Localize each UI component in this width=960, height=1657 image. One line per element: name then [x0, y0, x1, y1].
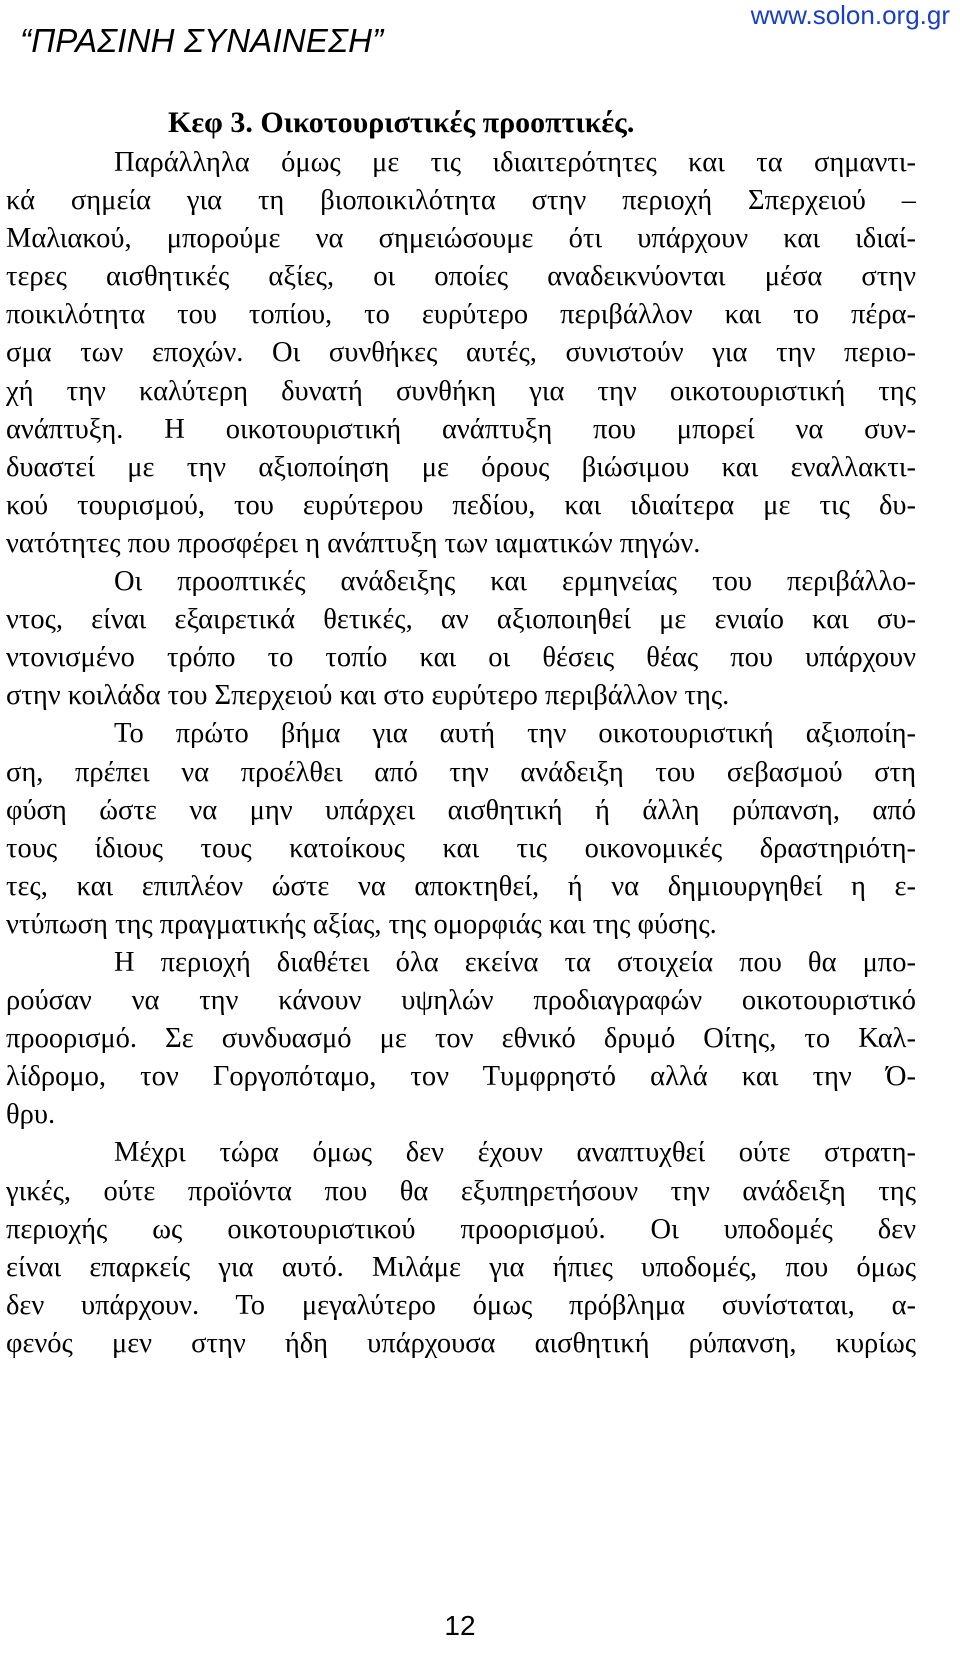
text-line: κά σημεία για τη βιοποικιλότητα στην περιοχή Σπερχειού – — [6, 185, 916, 217]
text-line: τους ίδιους τους κατοίκους και τις οικονομικές δραστηριότη- — [6, 832, 916, 864]
text-line: χή την καλύτερη δυνατή συνθήκη για την οικοτουριστική της — [6, 375, 916, 407]
text-line: προορισμό. Σε συνδυασμό με τον εθνικό δρυμό Οίτης, το Καλ- — [6, 1023, 916, 1055]
text-line: στην κοιλάδα του Σπερχειού και στο ευρύτερο περιβάλλον της. — [6, 680, 730, 712]
text-line: Παράλληλα όμως με τις ιδιαιτερότητες και τα σημαντι- — [114, 147, 916, 178]
text-line: λίδρομο, τον Γοργοπόταμο, τον Τυμφρηστό αλλά και την Ό- — [6, 1061, 916, 1093]
text-line: ρούσαν να την κάνουν υψηλών προδιαγραφών οικοτουριστικό — [6, 985, 916, 1017]
text-line: είναι επαρκείς για αυτό. Μιλάμε για ήπιες υποδομές, που όμως — [6, 1251, 916, 1283]
text-line: Η περιοχή διαθέτει όλα εκείνα τα στοιχεία που θα μπο- — [114, 946, 916, 978]
header-website-url: www.solon.org.gr — [750, 0, 950, 30]
text-line: δυαστεί με την αξιοποίηση με όρους βιώσιμου και εναλλακτι- — [6, 451, 916, 483]
text-line: Μέχρι τώρα όμως δεν έχουν αναπτυχθεί ούτε στρατη- — [114, 1137, 916, 1169]
text-line: περιοχής ως οικοτουριστικού προορισμού. Οι υποδομές δεν — [6, 1213, 916, 1245]
text-line: ντονισμένο τρόπο το τοπίο και οι θέσεις θέας που υπάρχουν — [6, 642, 916, 674]
text-line: ντύπωση της πραγματικής αξίας, της ομορφιάς και της φύσης. — [6, 908, 717, 940]
text-line: κού τουρισμού, του ευρύτερου πεδίου, και ιδιαίτερα με τις δυ- — [6, 489, 916, 521]
text-line: ση, πρέπει να προέλθει από την ανάδειξη του σεβασμού στη — [6, 756, 916, 788]
text-line: φύση ώστε να μην υπάρχει αισθητική ή άλλη ρύπανση, από — [6, 794, 916, 826]
body-text — [6, 144, 916, 1363]
text-line: θρυ. — [6, 1099, 56, 1131]
text-line: γικές, ούτε προϊόντα που θα εξυπηρετήσουν την ανάδειξη της — [6, 1175, 916, 1207]
text-line: σμα των εποχών. Οι συνθήκες αυτές, συνιστούν για την περιο- — [6, 337, 916, 369]
text-line: φενός μεν στην ήδη υπάρχουσα αισθητική ρύπανση, κυρίως — [6, 1327, 916, 1359]
text-line: ανάπτυξη. Η οικοτουριστική ανάπτυξη που μπορεί να συν- — [6, 413, 916, 445]
text-line: ντος, είναι εξαιρετικά θετικές, αν αξιοποιηθεί με ενιαίο και συ- — [6, 604, 916, 636]
text-line: ποικιλότητα του τοπίου, το ευρύτερο περιβάλλον και το πέρα- — [6, 299, 916, 331]
page-number: 12 — [444, 1610, 476, 1641]
text-line: Μαλιακού, μπορούμε να σημειώσουμε ότι υπάρχουν και ιδιαί- — [6, 223, 916, 255]
text-line: δεν υπάρχουν. Το μεγαλύτερο όμως πρόβλημα συνίσταται, α- — [6, 1289, 916, 1321]
text-line: Το πρώτο βήμα για αυτή την οικοτουριστική αξιοποίη- — [114, 718, 916, 750]
chapter-heading: Κεφ 3. Οικοτουριστικές προοπτικές. — [168, 106, 635, 139]
text-line: νατότητες που προσφέρει η ανάπτυξη των ιαματικών πηγών. — [6, 527, 701, 559]
document-header-title: “ΠΡΑΣΙΝΗ ΣΥΝΑΙΝΕΣΗ” — [20, 22, 384, 59]
text-line: Οι προοπτικές ανάδειξης και ερμηνείας του περιβάλλο- — [114, 566, 916, 598]
text-line: τες, και επιπλέον ώστε να αποκτηθεί, ή να δημιουργηθεί η ε- — [6, 870, 916, 902]
text-line: τερες αισθητικές αξίες, οι οποίες αναδεικνύονται μέσα στην — [6, 261, 916, 293]
